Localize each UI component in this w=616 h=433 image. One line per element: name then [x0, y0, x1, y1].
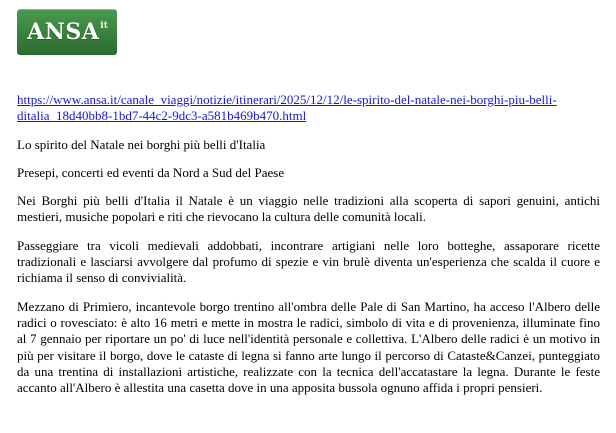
article-title: Lo spirito del Natale nei borghi più belli d'Italia [17, 136, 266, 152]
article-paragraph-1: Nei Borghi più belli d'Italia il Natale è un viaggio nelle tradizioni alla scoperta di sapori genuini, antichi mestieri, musiche popolari e riti che rievocano la cultura delle comunità locali. [17, 193, 600, 225]
article-subtitle: Presepi, concerti ed eventi da Nord a Sud del Paese [17, 164, 285, 180]
article-paragraph-2: Passeggiare tra vicoli medievali addobbati, incontrare artigiani nelle loro botteghe, assaporare ricette tradizionali e lasciarsi avvolgere dal profumo di spezie e vin brulè diventa un'esperienza che scalda il cuore e richiama il senso di convivialità. [17, 237, 600, 286]
ansa-logo [17, 9, 117, 55]
article-url-link[interactable]: https://www.ansa.it/canale_viaggi/notizie/itinerari/2025/12/12/le-spirito-del-natale-nei-borghi-piu-belli-ditalia_18d40bb8-1bd7-44c2-9dc3-a581b469b470.html [17, 92, 557, 124]
article-url-line [17, 92, 600, 125]
article-paragraph-3: Mezzano di Primiero, incantevole borgo trentino all'ombra delle Pale di San Martino, ha acceso l'Albero delle radici o rovesciato: è alto 16 metri e mette in mostra le radici, simbolo di vita e di provenienza, illuminate fino al 7 gennaio per riportare un po' di luce nell'identità personale e collettiva. L'Albero delle radici è un motivo in più per visitare il borgo, dove le cataste di legna si fanno arte lungo il percorso di Cataste&Canzei, punteggiato da una trentina di installazioni artistiche, realizzate con la tecnica dell'accatastare la legna. Durante le feste accanto all'Albero è allestita una casetta dove in una apposita bussola ognuno affida i propri pensieri. [17, 298, 600, 396]
ansa-logo-text: ANSA [27, 19, 100, 45]
ansa-logo-suffix: it [100, 21, 108, 31]
article-content [17, 92, 600, 396]
